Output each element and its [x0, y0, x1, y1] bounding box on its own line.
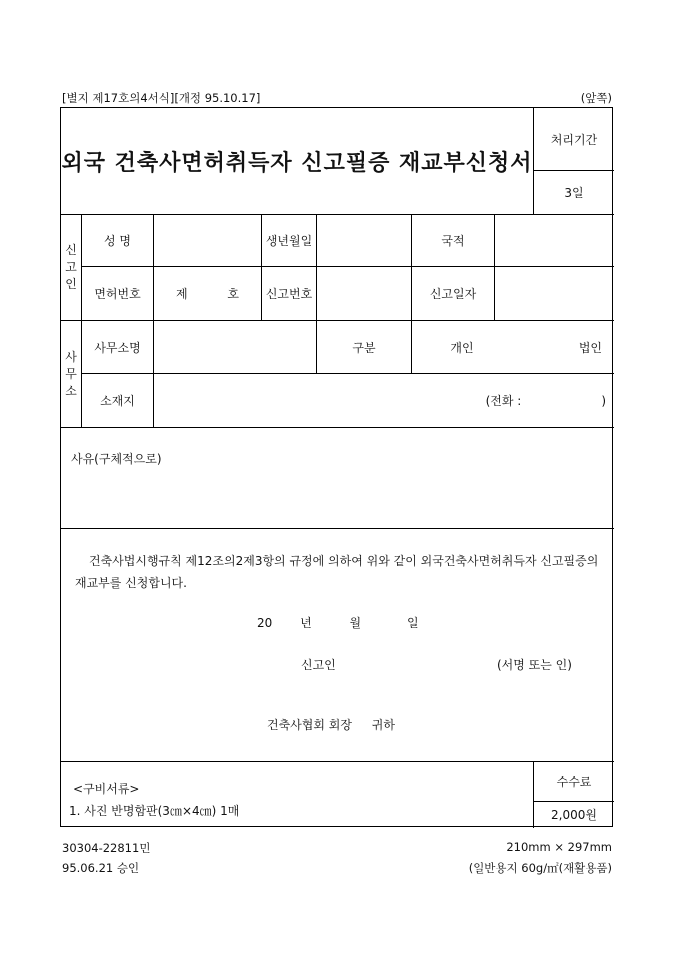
form-number: [별지 제17호의4서식][개정 95.10.17] [62, 91, 261, 105]
office-name-field[interactable] [154, 321, 316, 373]
license-suffix: 호 [227, 287, 239, 301]
applicant-section-label [61, 214, 81, 320]
application-statement: 건축사법시행규칙 제12조의2제3항의 규정에 의하여 위와 같이 외국건축사면허취득자 신고필증의 재교부를 신청합니다. [75, 554, 599, 590]
report-number-label: 신고번호 [265, 287, 313, 301]
attachment-item: 1. 사진 반명함판(3㎝×4㎝) 1매 [69, 804, 240, 818]
nationality-label: 국적 [441, 234, 465, 248]
office-name-label: 사무소명 [94, 340, 141, 355]
paper-type: (일반용지 60g/㎡(재활용품) [468, 861, 612, 875]
office-address-field[interactable] [154, 374, 614, 427]
office-type-label: 구분 [352, 340, 376, 355]
reason-label: 사유(구체적으로) [71, 452, 162, 466]
attachments-label: <구비서류> [73, 782, 140, 796]
phone-close: ) [601, 393, 606, 408]
signature-note[interactable]: (서명 또는 인) [497, 658, 572, 672]
date-year-prefix: 20 [257, 616, 273, 630]
date-day[interactable]: 일 [406, 616, 419, 630]
approval-date: 95.06.21 승인 [62, 861, 140, 875]
nationality-field[interactable] [495, 215, 614, 266]
fee-amount: 2,000원 [551, 808, 597, 822]
form-frame [60, 107, 613, 827]
paper-size: 210mm × 297mm [506, 840, 612, 854]
license-number-field[interactable] [154, 267, 261, 320]
recipient-honorific: 귀하 [371, 718, 395, 732]
applicant-char-2: 고 [65, 259, 77, 274]
fee-label: 수수료 [556, 775, 592, 789]
form-title: 외국 건축사면허취득자 신고필증 재교부신청서 [61, 149, 533, 176]
phone-open: (전화 : [485, 394, 522, 408]
office-char-1: 사 [65, 349, 77, 364]
office-type-individual[interactable]: 개인 [450, 340, 474, 355]
date-year[interactable]: 년 [300, 616, 312, 630]
name-field[interactable] [154, 215, 261, 266]
recipient-name: 건축사협회 회장 [267, 718, 352, 732]
office-char-3: 소 [65, 383, 77, 398]
applicant-char-3: 인 [65, 276, 77, 291]
report-date-field[interactable] [495, 267, 614, 320]
page-side-label: (앞쪽) [580, 91, 612, 105]
office-address-label: 소재지 [100, 394, 135, 408]
report-date-label: 신고일자 [429, 287, 477, 301]
birth-date-field[interactable] [317, 215, 411, 266]
license-number-label: 면허번호 [94, 287, 141, 301]
office-char-2: 무 [65, 366, 77, 381]
office-section-label [61, 321, 81, 427]
processing-period-value: 3일 [564, 186, 584, 200]
recipient-line [267, 716, 395, 733]
applicant-char-1: 신 [65, 242, 77, 257]
birth-date-label: 생년월일 [265, 234, 313, 248]
name-label: 성 명 [104, 234, 131, 248]
reason-field[interactable] [71, 470, 601, 520]
report-number-field[interactable] [317, 267, 411, 320]
license-prefix: 제 [176, 287, 188, 301]
signer-label: 신고인 [301, 658, 336, 672]
office-type-corporate[interactable]: 법인 [578, 340, 602, 355]
processing-period-label: 처리기간 [550, 132, 598, 147]
date-line [257, 614, 457, 631]
form-code: 30304-22811민 [62, 841, 151, 855]
date-month[interactable]: 월 [349, 616, 362, 630]
